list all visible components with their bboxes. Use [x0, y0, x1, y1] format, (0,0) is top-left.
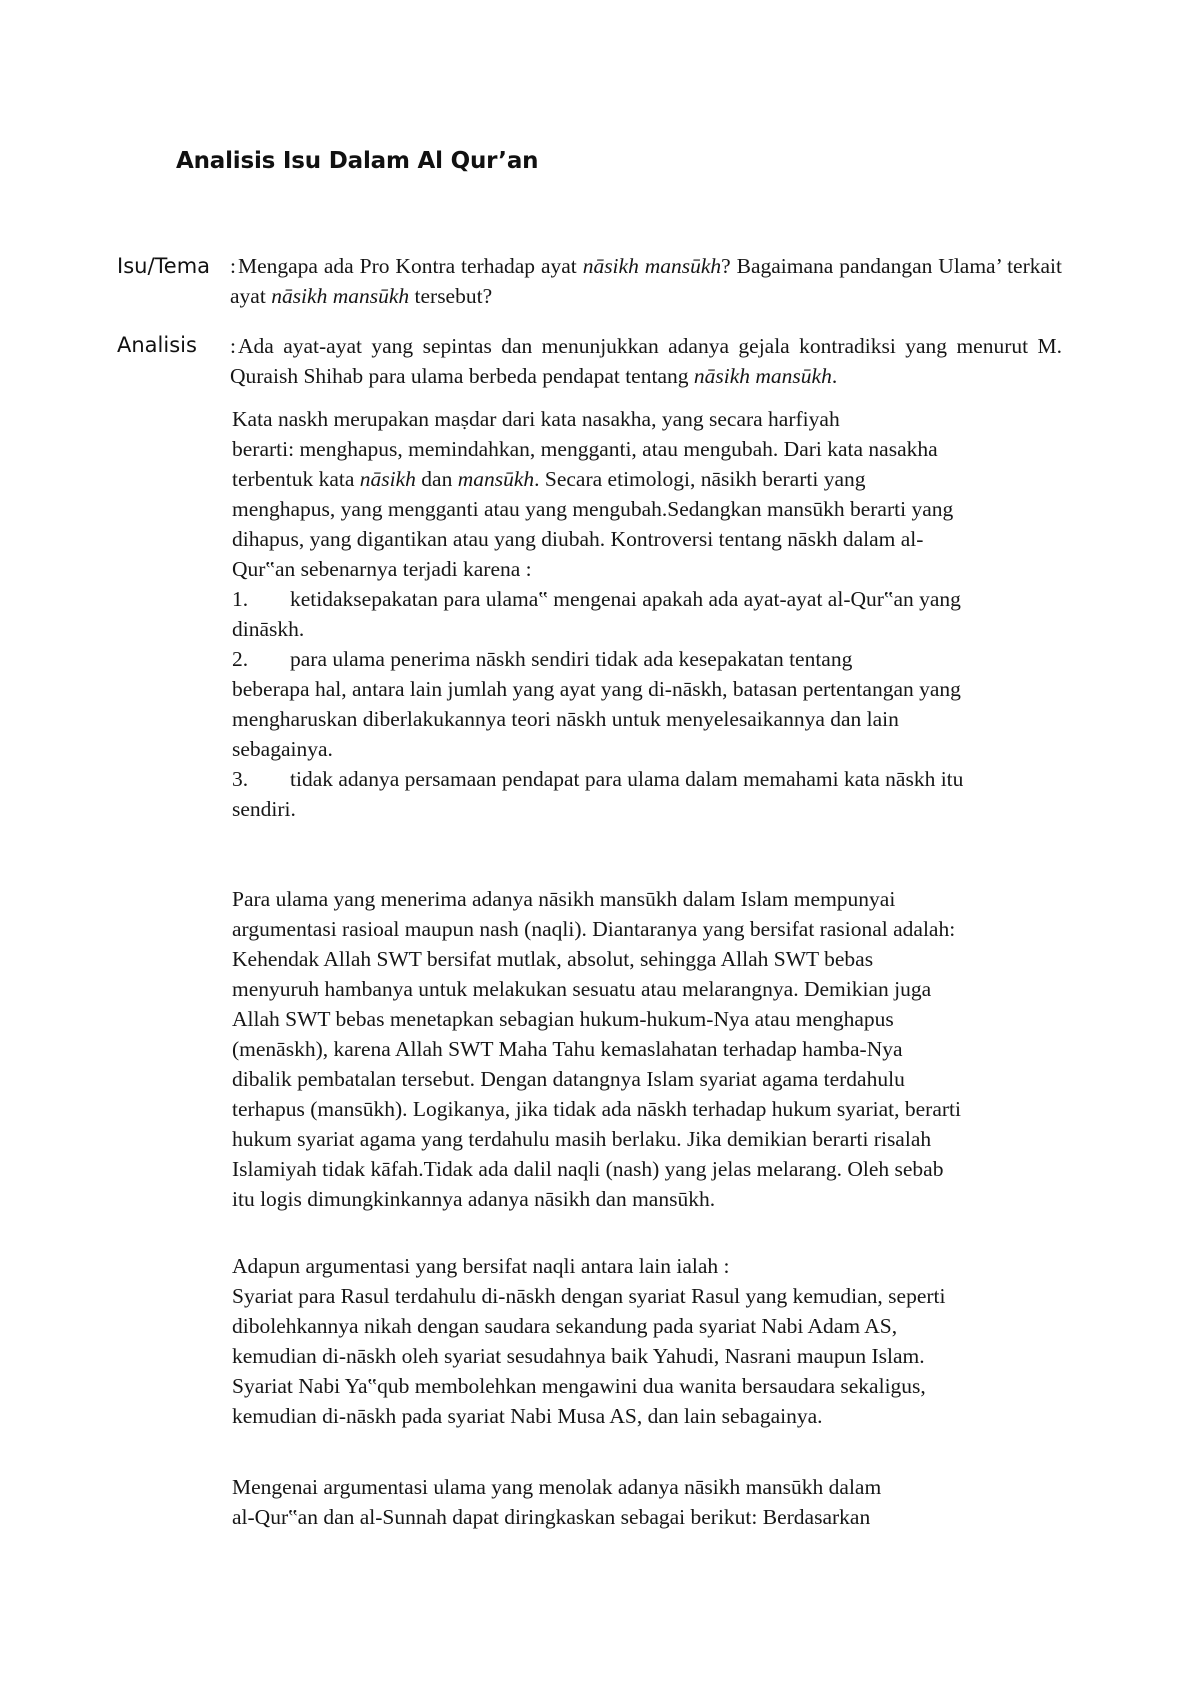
naskh-line: terbentuk kata nāsikh dan mansūkh. Secara etimologi, nāsikh berarti yang	[232, 467, 866, 491]
document-title: Analisis Isu Dalam Al Qur’an	[176, 148, 539, 174]
naqli-paragraph: Adapun argumentasi yang bersifat naqli antara lain ialah : Syariat para Rasul terdahulu di-nāskh dengan syariat Rasul yang kemudian, seperti dibolehkannya nikah dengan saudara sekandung pada syariat Nabi Adam AS, kemudian di-nāskh oleh syariat sesudahnya baik Yahudi, Nasrani maupun Islam. Syariat Nabi Ya‟qub membolehkan mengawini dua wanita bersaudara sekaligus, kemudian di-nāskh pada syariat Nabi Musa AS, dan lain sebagainya.	[232, 1254, 946, 1428]
naskh-line: Kata naskh merupakan maṣdar dari kata nasakha, yang secara harfiyah	[232, 407, 840, 431]
list-item-number: 2.	[232, 647, 249, 671]
isu-tema-text: :Mengapa ada Pro Kontra terhadap ayat nāsikh mansūkh? Bagaimana pandangan Ulama’ terkait ayat nāsikh mansūkh tersebut?	[230, 254, 1062, 308]
list-item-number: 3.	[232, 767, 249, 791]
list-item: 3. tidak adanya persamaan pendapat para ulama dalam memahami kata nāskh itu sendiri.	[232, 764, 1062, 824]
analisis-text: :Ada ayat-ayat yang sepintas dan menunjukkan adanya gejala kontradiksi yang menurut M. Quraish Shihab para ulama berbeda pendapat tentang nāsikh mansūkh.	[230, 334, 1062, 388]
list-item-number: 1.	[232, 587, 249, 611]
isu-colon: :	[230, 254, 236, 278]
rasional-paragraph: Para ulama yang menerima adanya nāsikh mansūkh dalam Islam mempunyai argumentasi rasioal maupun nash (naqli). Diantaranya yang bersifat rasional adalah: Kehendak Allah SWT bersifat mutlak, absolut, sehingga Allah SWT bebas menyuruh hambanya untuk melakukan sesuatu atau melarangnya. Demikian juga Allah SWT bebas menetapkan sebagian hukum-hukum-Nya atau menghapus (menāskh), karena Allah SWT Maha Tahu kemaslahatan terhadap hamba-Nya dibalik pembatalan tersebut. Dengan datangnya Islam syariat agama terdahulu terhapus (mansūkh). Logikanya, jika tidak ada nāskh terhadap hukum syariat, berarti hukum syariat agama yang terdahulu masih berlaku. Jika demikian berarti risalah Islamiyah tidak kāfah.Tidak ada dalil naqli (nash) yang jelas melarang. Oleh sebab itu logis dimungkinkannya adanya nāsikh dan mansūkh.	[232, 887, 961, 1211]
analisis-colon: :	[230, 334, 236, 358]
naskh-line: dihapus, yang digantikan atau yang diubah. Kontroversi tentang nāskh dalam al-	[232, 527, 924, 551]
naskh-paragraph	[232, 404, 1062, 824]
menolak-paragraph: Mengenai argumentasi ulama yang menolak adanya nāsikh mansūkh dalam al-Qur‟an dan al-Sunnah dapat diringkaskan sebagai berikut: Berdasarkan	[232, 1475, 882, 1529]
isu-tema-label: Isu/Tema	[117, 254, 211, 278]
list-item: 1. ketidaksepakatan para ulama‟ mengenai apakah ada ayat-ayat al-Qur‟an yang dināskh.	[232, 584, 1062, 644]
analisis-label: Analisis	[117, 333, 197, 357]
naskh-line: menghapus, yang mengganti atau yang mengubah.Sedangkan mansūkh berarti yang	[232, 497, 954, 521]
naskh-line: Qur‟an sebenarnya terjadi karena :	[232, 557, 532, 581]
list-item: 2. para ulama penerima nāskh sendiri tidak ada kesepakatan tentang beberapa hal, antara lain jumlah yang ayat yang di-nāskh, batasan pertentangan yang mengharuskan diberlakukannya teori nāskh untuk menyelesaikannya dan lain sebagainya.	[232, 644, 1062, 764]
naskh-line: berarti: menghapus, memindahkan, mengganti, atau mengubah. Dari kata nasakha	[232, 437, 938, 461]
reasons-list	[232, 584, 1062, 824]
